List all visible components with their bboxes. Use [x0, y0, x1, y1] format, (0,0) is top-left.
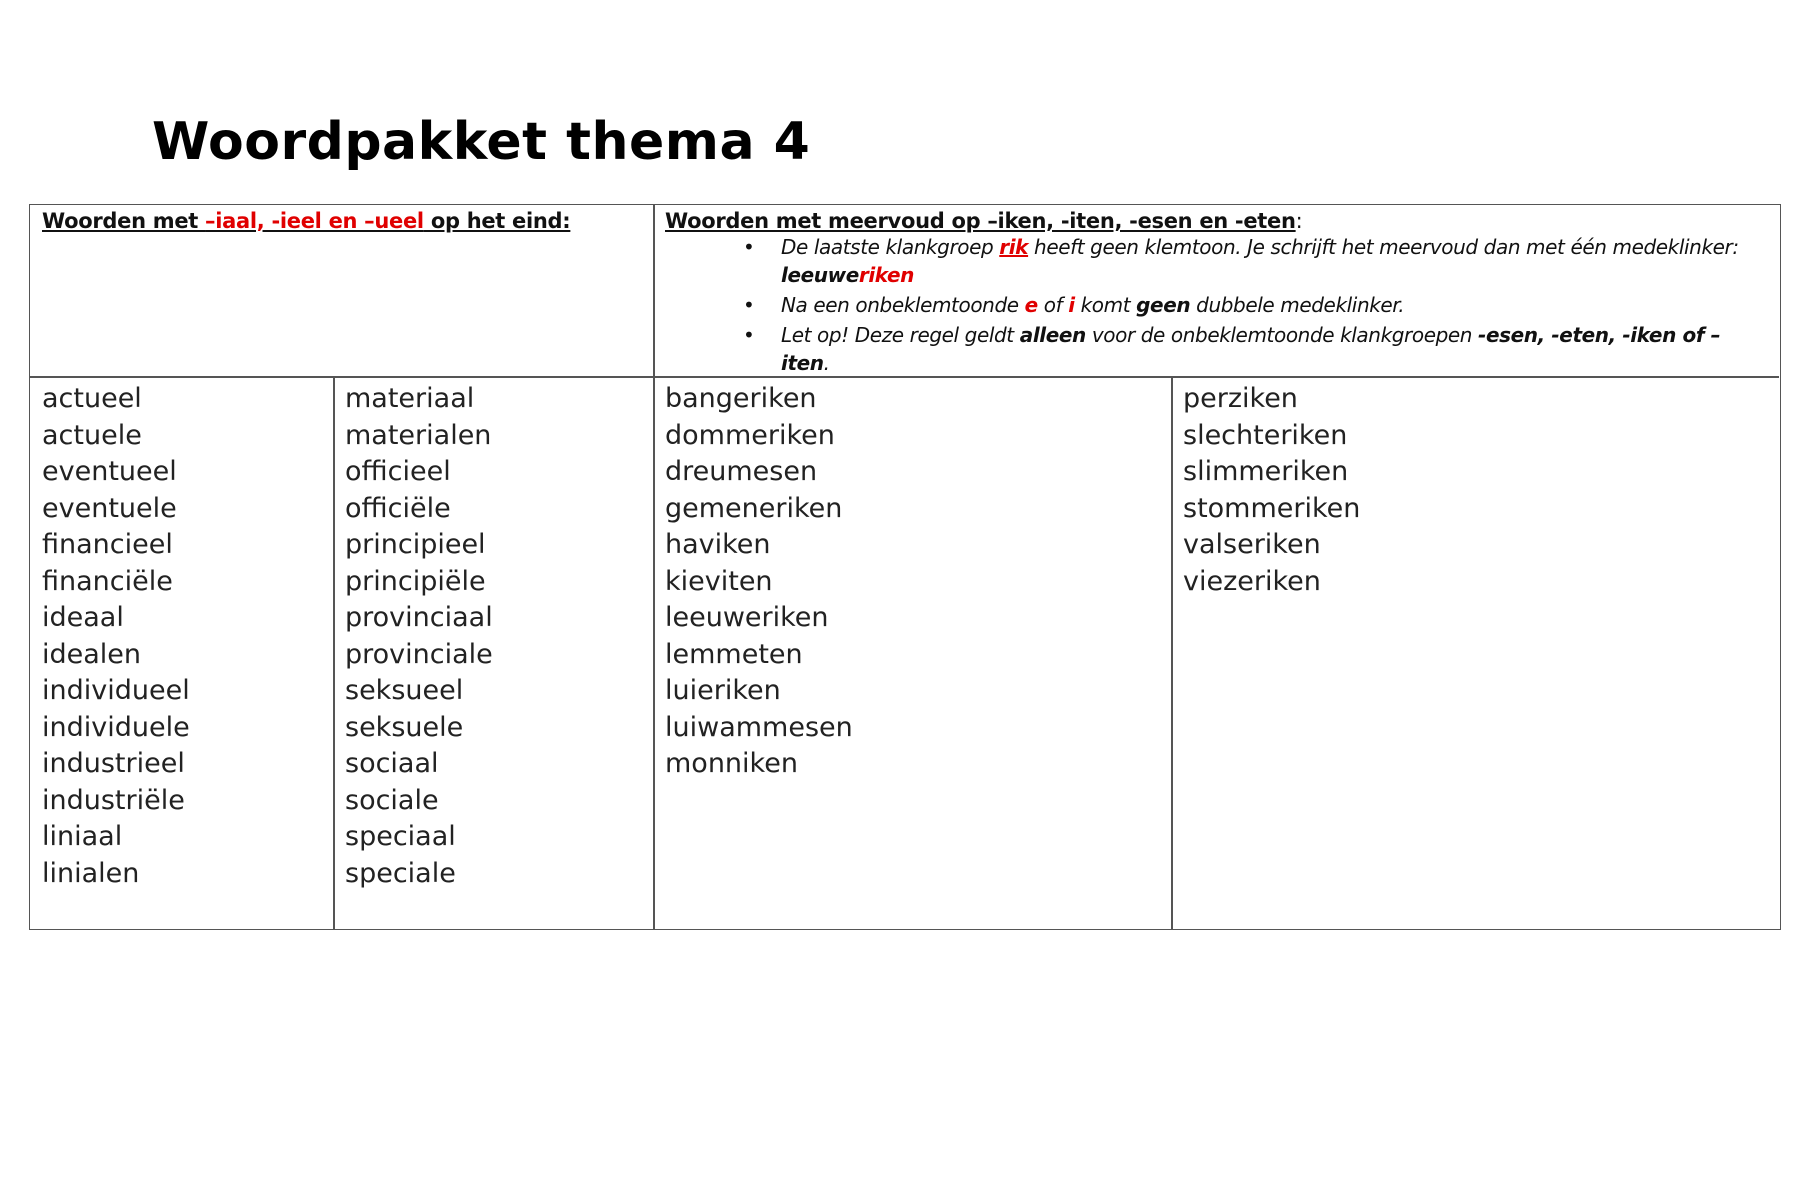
word-column-2	[345, 381, 493, 892]
word-item: haviken	[665, 529, 771, 560]
word-item: industrieel	[42, 748, 185, 779]
word-item: eventueel	[42, 456, 177, 487]
word-item: actuele	[42, 419, 142, 451]
word-item: individueel	[42, 675, 190, 706]
rule-list	[665, 233, 1765, 377]
word-item: valseriken	[1183, 529, 1321, 560]
word-item: seksuele	[345, 711, 464, 743]
page-title: Woordpakket thema 4	[152, 112, 811, 172]
word-item: principiële	[345, 565, 486, 597]
word-item: viezeriken	[1183, 565, 1321, 597]
word-item: dreumesen	[665, 456, 818, 487]
word-item: sociale	[345, 784, 439, 816]
word-item: provinciaal	[345, 602, 493, 633]
word-item: materiaal	[345, 383, 475, 414]
word-item: ideaal	[42, 602, 124, 633]
word-item: individuele	[42, 711, 190, 743]
word-item: luieriken	[665, 675, 781, 706]
word-item: bangeriken	[665, 383, 817, 414]
word-item: seksueel	[345, 675, 464, 706]
word-item: slimmeriken	[1183, 456, 1349, 487]
word-column-1	[42, 381, 190, 892]
suffix-highlight: –iaal, -ieel en –ueel	[205, 209, 424, 233]
rule-item: • Na een onbeklemtoonde e of i komt geen dubbele medeklinker.	[743, 293, 1405, 317]
word-item: officiële	[345, 492, 451, 524]
word-column-3	[665, 381, 853, 783]
word-item: eventuele	[42, 492, 177, 524]
word-item: officieel	[345, 456, 451, 487]
word-item: provinciale	[345, 638, 493, 670]
word-item: perziken	[1183, 383, 1298, 414]
word-item: dommeriken	[665, 419, 835, 451]
word-item: speciale	[345, 857, 456, 889]
word-table	[29, 204, 1781, 930]
word-column-4	[1183, 381, 1360, 600]
table-divider-right-cols	[1171, 376, 1173, 929]
word-item: materialen	[345, 419, 492, 451]
word-item: slechteriken	[1183, 419, 1348, 451]
word-item: stommeriken	[1183, 492, 1361, 524]
right-column-header: Woorden met meervoud op –iken, -iten, -esen en -eten: • De laatste klankgroep rik heeft geen klemtoon. Je schrijft het meervoud dan met één medeklinker: leeuweriken • Na een onbeklemtoonde e of i komt geen dubbele medeklinker. • Let op! Deze regel geldt alleen voor de onbeklemtoonde klankgroepen -esen, -eten, -iken of –iten.	[665, 209, 1765, 377]
word-item: monniken	[665, 748, 798, 779]
word-item: idealen	[42, 638, 142, 670]
word-item: actueel	[42, 383, 142, 414]
word-item: industriële	[42, 784, 185, 816]
rule-item: • Let op! Deze regel geldt alleen voor de onbeklemtoonde klankgroepen -esen, -eten, -iken of –iten.	[743, 323, 1721, 375]
word-item: liniaal	[42, 821, 123, 852]
word-item: principieel	[345, 529, 486, 560]
word-item: luiwammesen	[665, 711, 853, 743]
rule-item: • De laatste klankgroep rik heeft geen klemtoon. Je schrijft het meervoud dan met één medeklinker: leeuweriken	[743, 235, 1739, 287]
word-item: financieel	[42, 529, 173, 560]
right-header-title: Woorden met meervoud op –iken, -iten, -esen en -eten	[665, 209, 1296, 233]
word-item: leeuweriken	[665, 602, 829, 633]
word-item: financiële	[42, 565, 173, 597]
word-item: linialen	[42, 857, 140, 889]
table-divider-left-cols	[333, 376, 335, 929]
table-divider-center	[653, 205, 655, 929]
word-item: speciaal	[345, 821, 456, 852]
word-item: kieviten	[665, 565, 773, 597]
word-item: sociaal	[345, 748, 439, 779]
word-item: gemeneriken	[665, 492, 843, 524]
left-column-header: Woorden met –iaal, -ieel en –ueel op het eind:	[42, 209, 571, 233]
word-item: lemmeten	[665, 638, 803, 670]
